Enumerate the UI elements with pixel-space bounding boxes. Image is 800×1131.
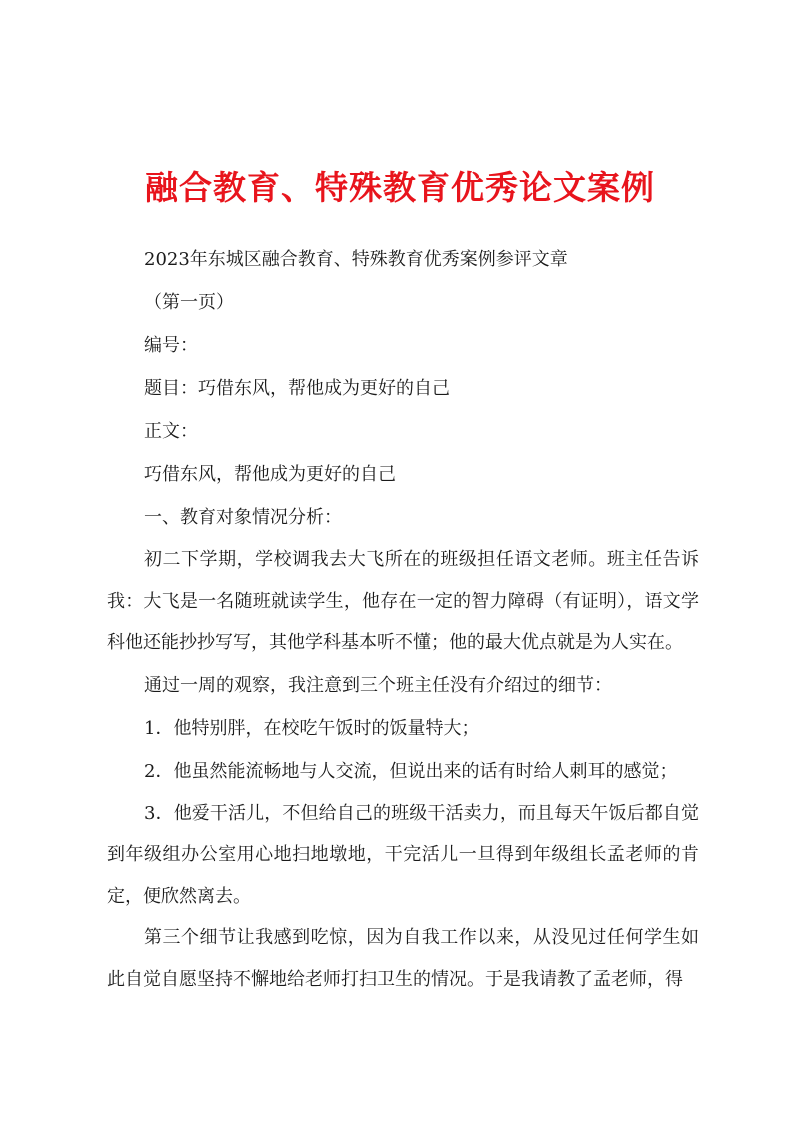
document-body — [107, 238, 699, 1000]
number-label: 编号： — [144, 335, 198, 356]
section-heading: 一、教育对象情况分析： — [144, 507, 342, 528]
page-marker: （第一页） — [144, 292, 234, 313]
paragraph: 通过一周的观察，我注意到三个班主任没有介绍过的细节： — [144, 674, 612, 696]
body-label: 正文： — [144, 421, 198, 442]
document-title: 融合教育、特殊教育优秀论文案例 — [145, 168, 655, 207]
subtitle-line: 2023年东城区融合教育、特殊教育优秀案例参评文章 — [144, 249, 568, 270]
article-heading: 巧借东风，帮他成为更好的自己 — [144, 464, 396, 485]
paragraph: 初二下学期，学校调我去大飞所在的班级担任语文老师。班主任告诉我：大飞是一名随班就读学生，他存在一定的智力障碍（有证明），语文学科他还能抄抄写写，其他学科基本听不懂；他的最大优点就是为人实在。 — [107, 549, 699, 653]
topic-line: 题目：巧借东风，帮他成为更好的自己 — [144, 378, 450, 399]
paragraph: 第三个细节让我感到吃惊，因为自我工作以来，从没见过任何学生如此自觉自愿坚持不懈地给老师打扫卫生的情况。于是我请教了孟老师，得 — [107, 927, 699, 990]
list-item: 1．他特别胖，在校吃午饭时的饭量特大； — [144, 717, 480, 739]
list-item: 2．他虽然能流畅地与人交流，但说出来的话有时给人刺耳的感觉； — [144, 760, 678, 782]
list-item: 3．他爱干活儿，不但给自己的班级干活卖力，而且每天午饭后都自觉到年级组办公室用心地扫地墩地，干完活儿一旦得到年级组长孟老师的肯定，便欣然离去。 — [107, 802, 699, 907]
